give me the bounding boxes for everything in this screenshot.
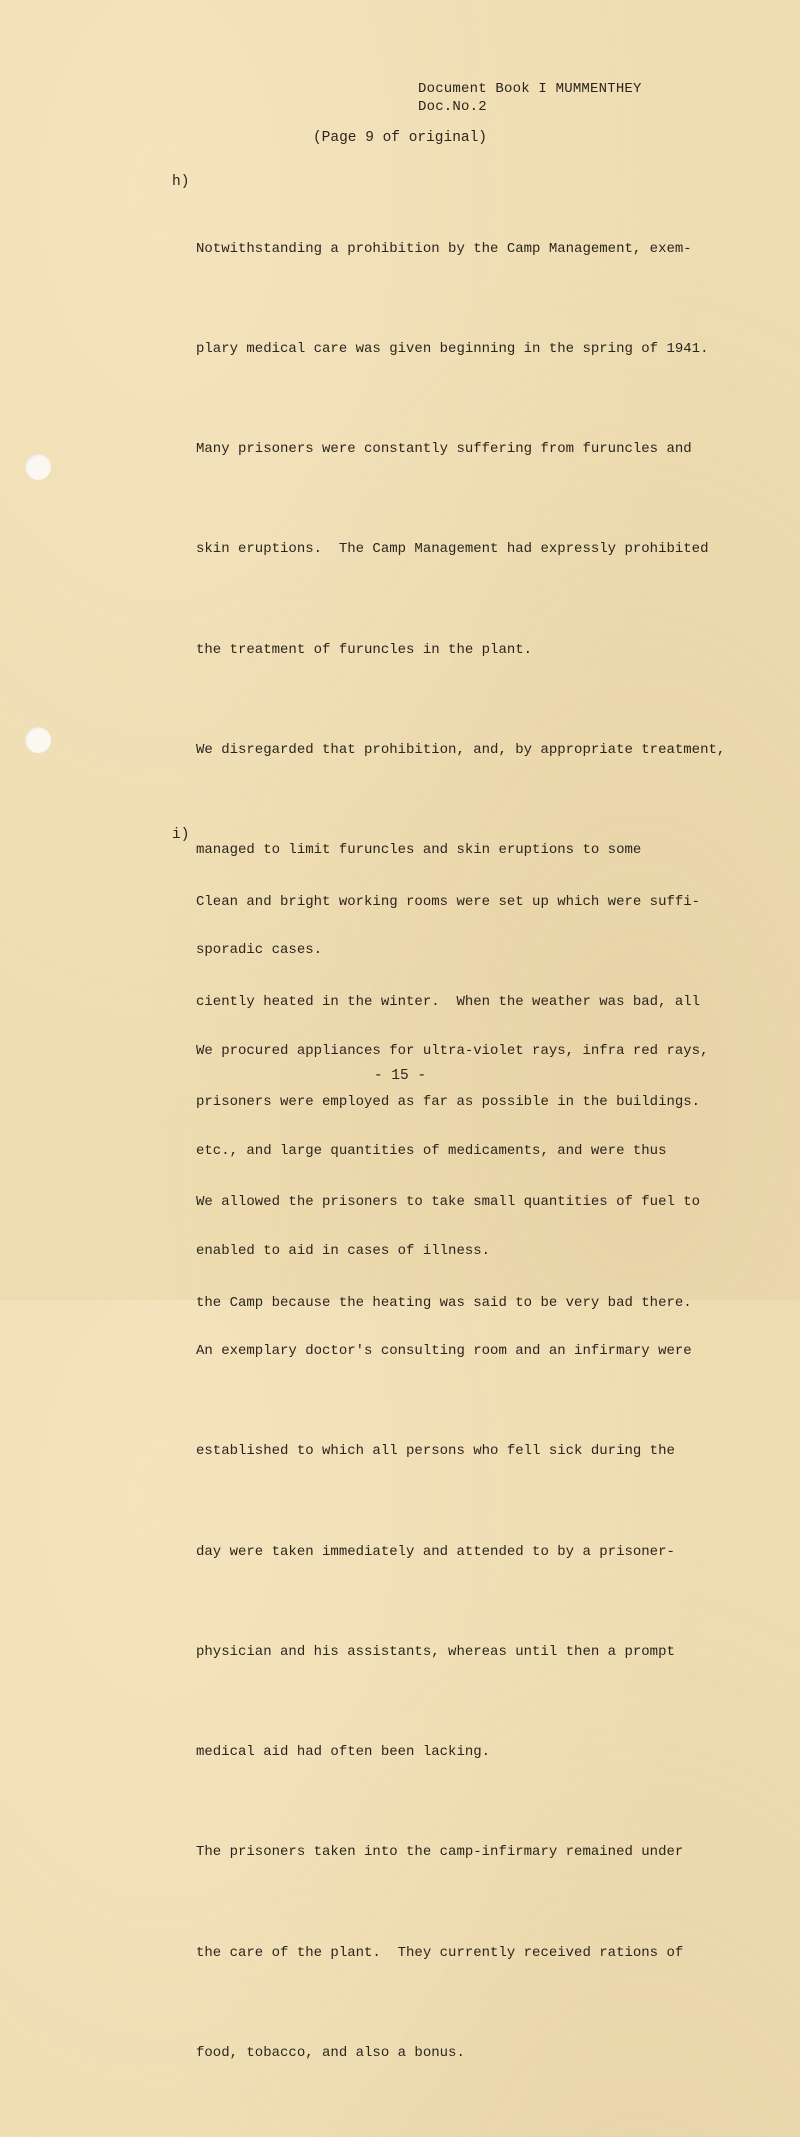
document-book-title: Document Book I MUMMENTHEY [418,81,642,97]
punch-hole [25,454,51,480]
text-line: established to which all persons who fell sick during the [196,1443,675,1460]
text-line: An exemplary doctor's consulting room and an infirmary were [196,1343,692,1360]
text-line: sporadic cases. [196,942,323,959]
text-line: Notwithstanding a prohibition by the Camp Management, exem- [196,240,692,257]
text-line: medical aid had often been lacking. [196,1744,491,1761]
text-line: ciently heated in the winter. When the weather was bad, all [196,994,701,1011]
document-header [418,80,642,116]
text-line: Many prisoners were constantly suffering from furuncles and [196,441,692,458]
text-line: physician and his assistants, whereas until then a prompt [196,1643,675,1660]
text-line: The prisoners taken into the camp-infirmary remained under [196,1844,684,1861]
text-line: plary medical care was given beginning in the spring of 1941. [196,341,709,358]
page-reference: (Page 9 of original) [312,130,488,146]
text-line: etc., and large quantities of medicaments, and were thus [196,1142,667,1159]
section-i-text [196,819,742,1387]
punch-hole [25,727,51,753]
section-marker: h) [172,174,190,190]
text-line: prisoners were employed as far as possible in the buildings. [196,1094,701,1111]
text-line: the Camp because the heating was said to be very bad there. [196,1294,692,1311]
text-line: Clean and bright working rooms were set up which were suffi- [196,893,701,910]
document-number: Doc.No.2 [418,99,487,115]
text-line: We disregarded that prohibition, and, by appropriate treatment, [196,741,726,758]
text-line: food, tobacco, and also a bonus. [196,2044,465,2061]
text-line: day were taken immediately and attended to by a prisoner- [196,1543,675,1560]
section-marker: i) [172,827,190,843]
text-line: We procured appliances for ultra-violet rays, infra red rays, [196,1042,709,1059]
text-line: managed to limit furuncles and skin eruptions to some [196,842,642,859]
text-line: the care of the plant. They currently received rations of [196,1944,684,1961]
text-line: We allowed the prisoners to take small quantities of fuel to [196,1194,701,1211]
page-number: - 15 - [373,1068,427,1084]
text-line: skin eruptions. The Camp Management had expressly prohibited [196,541,709,558]
text-line: enabled to aid in cases of illness. [196,1243,491,1259]
text-line: the treatment of furuncles in the plant. [196,641,533,658]
section-i [172,819,742,1387]
